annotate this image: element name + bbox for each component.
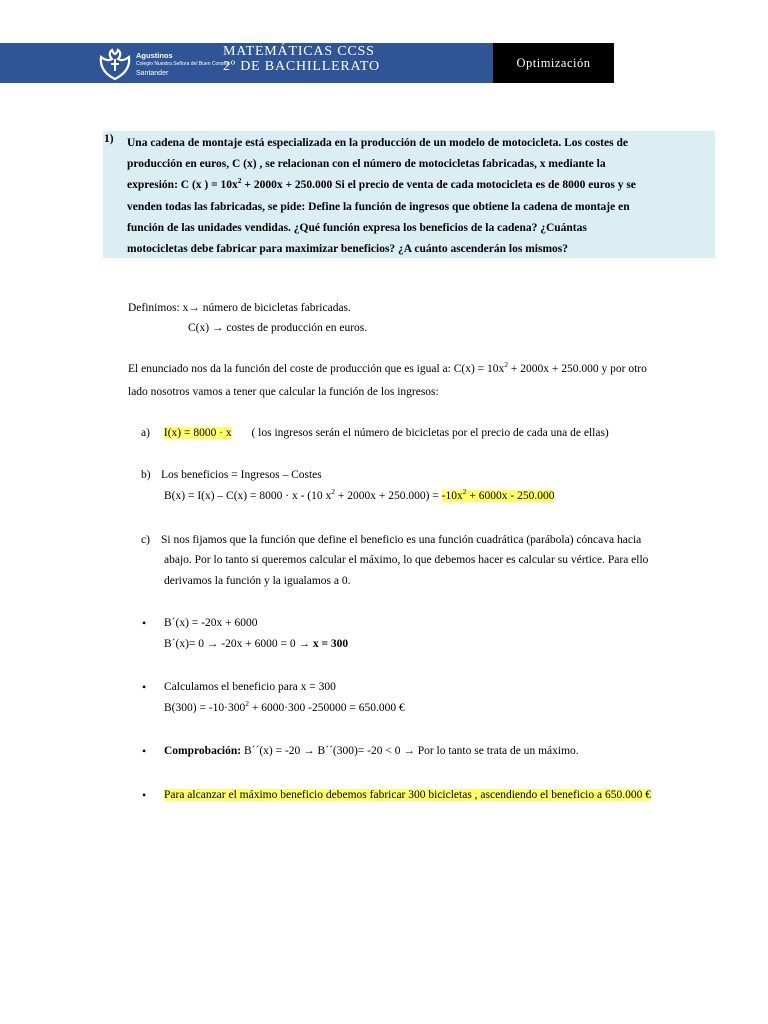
income-note: ( los ingresos serán el número de bicicletas por el precio de cada una de ellas) (251, 427, 609, 439)
definition-cx: C(x) → costes de producción en euros. (188, 322, 368, 334)
logo-text (136, 51, 230, 78)
school-logo-icon (97, 47, 133, 81)
bullet-icon: • (142, 788, 147, 802)
logo-city: Santander (136, 70, 169, 77)
check-line: Comprobación: B´´(x) = -20 → B´´(300)= -20 < 0 → Por lo tanto se trata de un máximo. (164, 745, 579, 757)
derivative-line: B´(x) = -20x + 6000 (164, 617, 258, 629)
problem-line: Una cadena de montaje está especializada en la producción de un modelo de motocicleta. Los costes de (127, 137, 628, 149)
section-label: Optimización (493, 43, 614, 83)
item-c-line: derivamos la función y la igualamos a 0. (164, 575, 351, 587)
title-course: 2º DE BACHILLERATO (223, 59, 380, 74)
item-c: c) Si nos fijamos que la función que define el beneficio es una función cuadrática (parábola) cóncava hacia (141, 534, 642, 546)
intro-line: El enunciado nos da la función del coste de producción que es igual a: $C(x) = 10x^2 + 2000x + 250.000$ y por otro (128, 360, 647, 375)
title-subject: MATEMÁTICAS CCSS (223, 44, 375, 59)
conclusion: Para alcanzar el máximo beneficio debemos fabricar 300 bicicletas , ascendiendo el beneficio a 650.000 € (164, 789, 651, 801)
bullet-icon: • (142, 680, 147, 694)
income-formula: I(x) = 8000 · x (163, 427, 232, 439)
problem-line: motocicletas debe fabricar para maximizar beneficios? ¿A cuánto ascenderán los mismos? (127, 243, 568, 256)
logo-name: Agustinos (136, 51, 173, 60)
profit-result: $-10x^2 + 6000x - 250.000$ (441, 487, 555, 502)
problem-line: producción en euros, C (x) , se relacionan con el número de motocicletas fabricadas, x mediante la (127, 158, 606, 171)
problem-line: función de las unidades vendidas. ¿Qué función expresa los beneficios de la cadena? ¿Cuántas (127, 221, 587, 234)
bullet-icon: • (142, 616, 147, 630)
page-title (223, 44, 380, 74)
intro-line: lado nosotros vamos a tener que calcular la función de los ingresos: (128, 386, 439, 398)
profit-calc: $B(300) = -10\cdot 300^2 + 6000\cdot 300$ -250000 = 650.000 € (164, 699, 405, 714)
problem-line: expresión: C (x ) = $10x^2 + 2000x + 250.000$ Si el precio de venta de cada motocicleta es de 8000 euros y se (127, 176, 636, 192)
problem-statement (127, 133, 711, 260)
profit-formula: B(x) = I(x) – C(x) = 8000 · x - (10 $x^2 + 2000x + 250.000) = -10x^2 + 6000x - 250.000$ (164, 487, 555, 502)
problem-line: venden todas las fabricadas, se pide: Define la función de ingresos que obtiene la cadena de montaje en (127, 200, 630, 213)
item-b: b) Los beneficios = Ingresos – Costes (141, 469, 322, 481)
item-label: a) (141, 427, 150, 439)
profit-calc-label: Calculamos el beneficio para x = 300 (164, 681, 336, 693)
bullet-icon: • (142, 744, 147, 758)
item-a (141, 426, 609, 440)
item-c-line: abajo. Por lo tanto si queremos calcular el máximo, lo que debemos hacer es calcular su vértice. Para ello (164, 554, 649, 566)
item-label: b) (141, 469, 151, 481)
logo-subtitle: Colegio Nuestra Señora del Buen Consejo (136, 61, 231, 67)
problem-number: 1) (104, 133, 114, 145)
definition-x: Definimos: x→ número de bicicletas fabricadas. (128, 302, 351, 314)
derivative-zero: B´(x)= 0 → -20x + 6000 = 0 → x = 300 (164, 638, 349, 650)
item-label: c) (141, 534, 150, 546)
